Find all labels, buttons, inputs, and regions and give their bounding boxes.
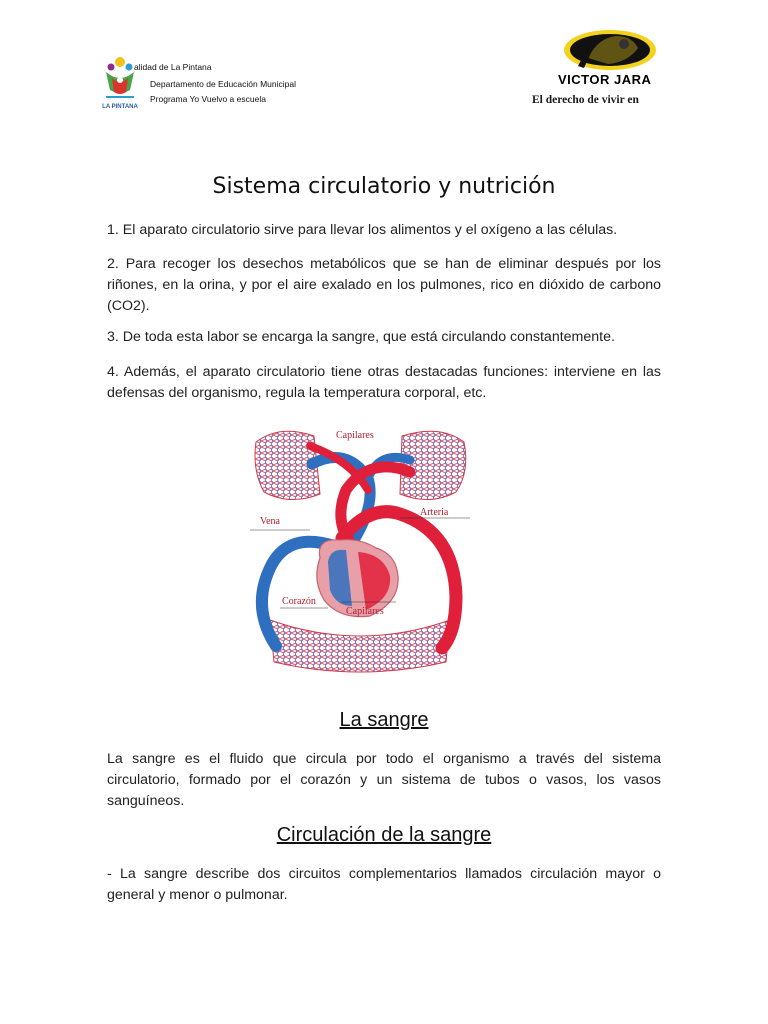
header-line-department: Departamento de Educación Municipal	[150, 79, 297, 89]
header-line-municipality: alidad de La Pintana	[134, 62, 212, 72]
label-vein: Vena	[260, 516, 280, 527]
label-artery: Arteria	[420, 507, 449, 518]
paragraph-2: 2. Para recoger los desechos metabólicos que se han de eliminar después por los riñones, en la orina, y por el aire exalado en los pulmones, rico en dióxido de carbono (CO2).	[107, 256, 661, 314]
paragraph-3: 3. De toda esta labor se encarga la sangre, que está circulando constantemente.	[107, 329, 615, 345]
paragraph-circulation: - La sangre describe dos circuitos complementarios llamados circulación mayor o general y menor o pulmonar.	[107, 866, 661, 903]
victor-jara-logo	[558, 28, 658, 78]
label-bottom-capillaries: Capilares	[346, 606, 384, 617]
header-left	[98, 54, 338, 124]
victor-jara-name: VICTOR JARA	[558, 72, 652, 87]
section-heading-blood: La sangre	[339, 709, 429, 731]
header-right	[528, 28, 678, 108]
label-heart: Corazón	[282, 596, 316, 607]
body-capillaries	[270, 620, 450, 672]
page-title: Sistema circulatorio y nutrición	[212, 174, 556, 199]
paragraph-4: 4. Además, el aparato circulatorio tiene otras destacadas funciones: interviene en las defensas del organismo, regula la temperatura corporal, etc.	[107, 364, 661, 401]
la-pintana-logo-text: LA PINTANA	[102, 104, 138, 110]
label-top-capillaries: Capilares	[336, 430, 374, 441]
school-motto: El derecho de vivir en	[532, 94, 639, 106]
section-heading-circulation: Circulación de la sangre	[276, 824, 492, 846]
circulatory-system-diagram	[250, 420, 472, 678]
paragraph-blood: La sangre es el fluido que circula por todo el organismo a través del sistema circulatorio, formado por el corazón y un sistema de tubos o vasos, los vasos sanguíneos.	[107, 751, 661, 809]
header-line-program: Programa Yo Vuelvo a escuela	[150, 94, 266, 104]
paragraph-1: 1. El aparato circulatorio sirve para llevar los alimentos y el oxígeno a las células.	[107, 222, 618, 238]
